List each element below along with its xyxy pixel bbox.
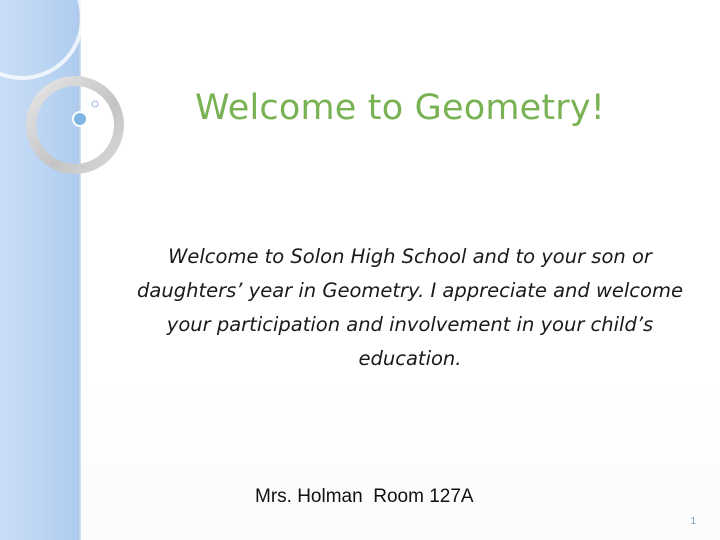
welcome-message: Welcome to Solon High School and to your son or daughters’ year in Geometry. I appreciate and welcome your participation and involvement in your child’s education. bbox=[137, 245, 683, 370]
slide-title: Welcome to Geometry! bbox=[194, 88, 606, 128]
ring-large bbox=[0, 0, 82, 78]
teacher-room-info: Mrs. Holman Room 127A bbox=[255, 486, 474, 507]
dot-outline bbox=[92, 101, 98, 107]
slide-number: 1 bbox=[690, 516, 696, 527]
dot-blue bbox=[73, 112, 87, 126]
